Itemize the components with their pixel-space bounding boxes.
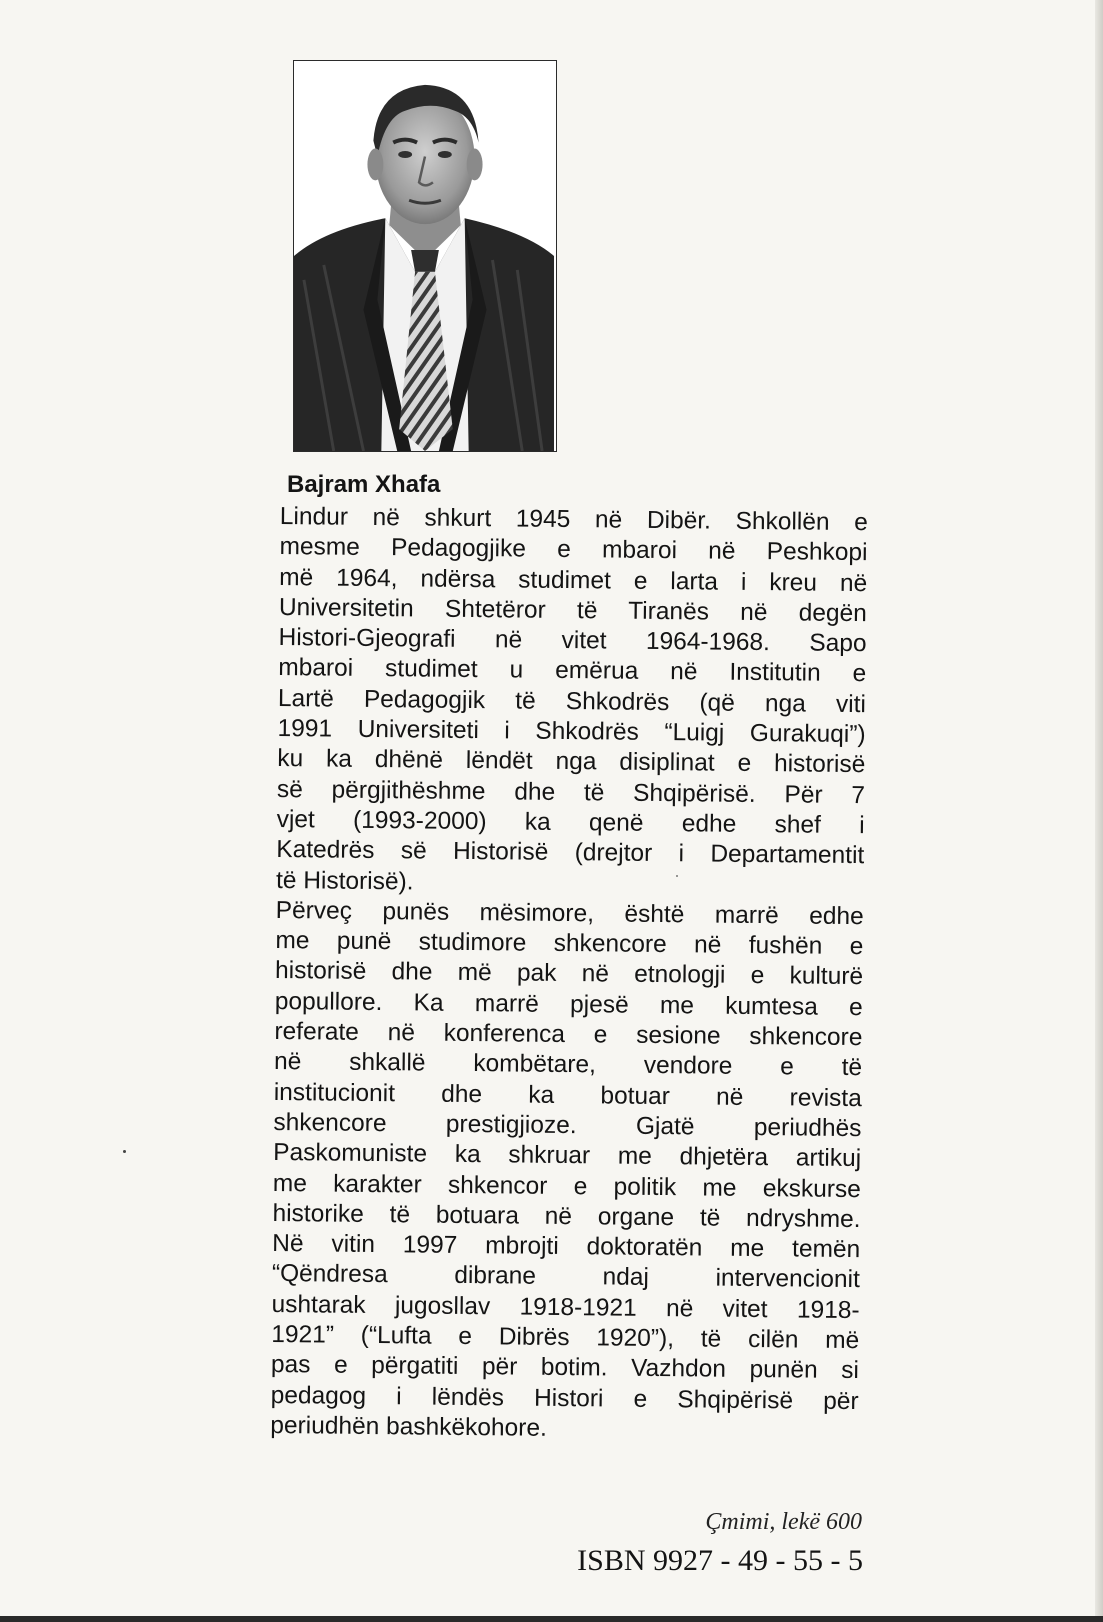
bio-line: historisë dhe më pak në etnologji e kulturë [274,957,864,991]
bio-line: popullore. Ka marrë pjesë me kumtesa e [274,987,863,1021]
bio-line: 1991 Universiteti i Shkodrës “Luigj Gurakuqi”) [277,715,866,749]
bio-line: Paskomuniste ka shkruar me dhjetëra artikuj [273,1139,862,1173]
bio-line: Histori-Gjeografi në vitet 1964-1968. Sapo [278,624,867,658]
print-speck [676,875,678,877]
bio-line: historike të botuara në organe të ndryshme. [272,1199,861,1233]
bio-line: 1921” (“Lufta e Dibrës 1920”), të cilën më [271,1320,860,1355]
bio-line: Lartë Pedagogjik të Shkodrës (që nga viti [277,684,867,718]
bio-line: pas e përgatiti për botim. Vazhdon punën si [270,1351,860,1385]
bio-line: “Qëndresa dibrane ndaj intervencionit [271,1260,861,1294]
author-name: Bajram Xhafa [287,471,441,498]
author-portrait-icon [294,61,556,451]
bio-line: Përveç punës mësimore, është marrë edhe [275,896,864,930]
bio-line: Katedrës së Historisë (drejtor i Departamentit [276,836,865,870]
price-label: Çmimi, lekë 600 [705,1509,862,1535]
author-biography [270,502,868,1447]
bio-line: së përgjithëshme dhe të Shqipërisë. Për 7 [276,775,866,809]
page-edge-bottom [0,1616,1103,1622]
bio-line: shkencore prestigjioze. Gjatë periudhës [273,1108,862,1143]
print-speck [123,1150,126,1153]
bio-line: pedagog i lëndës Histori e Shqipërisë për [270,1381,859,1415]
isbn-number: ISBN 9927 - 49 - 55 - 5 [577,1544,863,1577]
bio-line: mesme Pedagogjike e mbaroi në Peshkopi [279,533,868,567]
bio-line: Lindur në shkurt 1945 në Dibër. Shkollën e [279,502,868,537]
bio-line: me karakter shkencor e politik me ekskurse [272,1169,861,1203]
bio-line: mbaroi studimet u emërua në Institutin e [278,654,867,688]
bio-line: Universitetin Shtetëror të Tiranës në degën [278,593,868,628]
bio-line: institucionit dhe ka botuar në revista [273,1078,862,1112]
bio-line: ushtarak jugosllav 1918-1921 në vitet 1918- [271,1290,860,1324]
bio-line: më 1964, ndërsa studimet e larta i kreu në [279,563,868,597]
page-edge-right [1095,0,1103,1622]
bio-line: me punë studimore shkencore në fushën e [275,927,864,961]
bio-line: vjet (1993-2000) ka qenë edhe shef i [276,805,865,840]
bio-line: të Historisë). [275,866,414,895]
author-photo [293,60,557,452]
bio-line: në shkallë kombëtare, vendore e të [273,1048,863,1082]
bio-line: ku ka dhënë lëndët nga disiplinat e historisë [277,745,866,779]
bio-line: periudhën bashkëkohore. [270,1411,547,1442]
bio-line: Në vitin 1997 mbrojti doktoratën me temën [272,1230,861,1264]
bio-line: referate në konferenca e sesione shkencore [274,1018,863,1052]
